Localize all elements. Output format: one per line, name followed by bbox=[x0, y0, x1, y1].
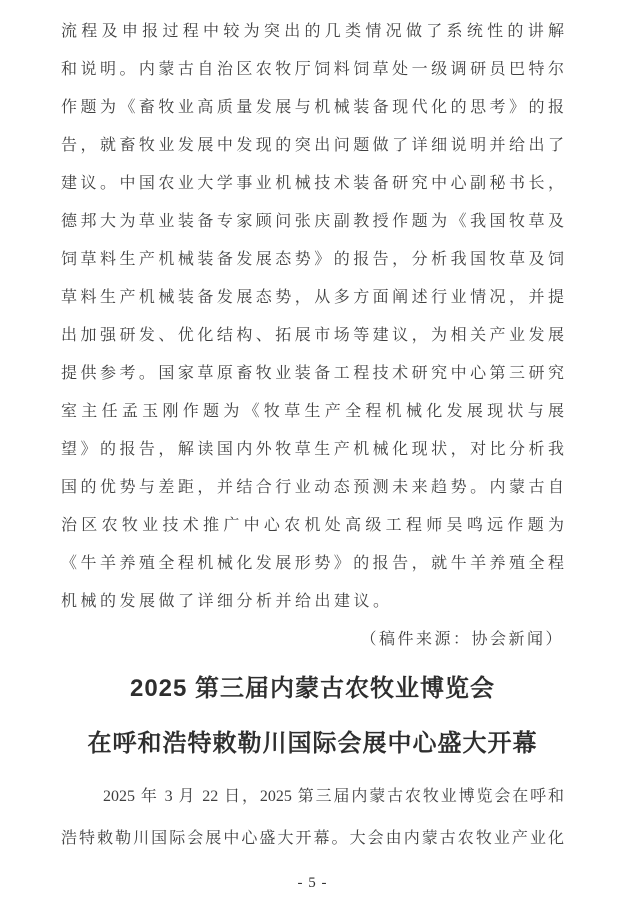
body-line: 草料生产机械装备发展态势，从多方面阐述行业情况，并提 bbox=[61, 289, 564, 306]
article-title-line1: 2025 第三届内蒙古农牧业博览会 bbox=[129, 675, 496, 702]
body-line: 提供参考。国家草原畜牧业装备工程技术研究中心第三研究 bbox=[61, 365, 564, 382]
body-line: 望》的报告，解读国内外牧草生产机械化现状，对比分析我 bbox=[61, 441, 564, 458]
body-line: 和说明。内蒙古自治区农牧厅饲料饲草处一级调研员巴特尔 bbox=[61, 61, 564, 78]
body-line: 流程及申报过程中较为突出的几类情况做了系统性的讲解 bbox=[61, 23, 564, 40]
new-article-opening-paragraph bbox=[61, 776, 564, 860]
paragraph-line: 浩特敕勒川国际会展中心盛大开幕。大会由内蒙古农牧业产业化 bbox=[61, 830, 564, 847]
body-line: 《牛羊养殖全程机械化发展形势》的报告，就牛羊养殖全程 bbox=[61, 555, 564, 572]
source-note: （稿件来源：协会新闻） bbox=[360, 631, 564, 648]
article-title bbox=[61, 661, 564, 771]
body-line: 出加强研发、优化结构、拓展市场等建议，为相关产业发展 bbox=[61, 327, 564, 344]
body-line: 国的优势与差距，并结合行业动态预测未来趋势。内蒙古自 bbox=[61, 479, 564, 496]
body-line: 告，就畜牧业发展中发现的突出问题做了详细说明并给出了 bbox=[61, 137, 564, 154]
article-title-line2: 在呼和浩特敕勒川国际会展中心盛大开幕 bbox=[87, 730, 538, 757]
body-line: 饲草料生产机械装备发展态势》的报告，分析我国牧草及饲 bbox=[61, 251, 564, 268]
page-number: - 5 - bbox=[297, 875, 328, 891]
paragraph-line: 2025 年 3 月 22 日，2025 第三届内蒙古农牧业博览会在呼和 bbox=[103, 788, 564, 805]
body-line: 作题为《畜牧业高质量发展与机械装备现代化的思考》的报 bbox=[61, 99, 564, 116]
continued-article-paragraph bbox=[61, 13, 564, 621]
body-line: 建议。中国农业大学事业机械技术装备研究中心副秘书长， bbox=[61, 175, 564, 192]
body-line: 机械的发展做了详细分析并给出建议。 bbox=[61, 593, 393, 610]
body-line: 德邦大为草业装备专家顾问张庆副教授作题为《我国牧草及 bbox=[61, 213, 564, 230]
body-line: 治区农牧业技术推广中心农机处高级工程师吴鸣远作题为 bbox=[61, 517, 564, 534]
body-line: 室主任孟玉刚作题为《牧草生产全程机械化发展现状与展 bbox=[61, 403, 564, 420]
